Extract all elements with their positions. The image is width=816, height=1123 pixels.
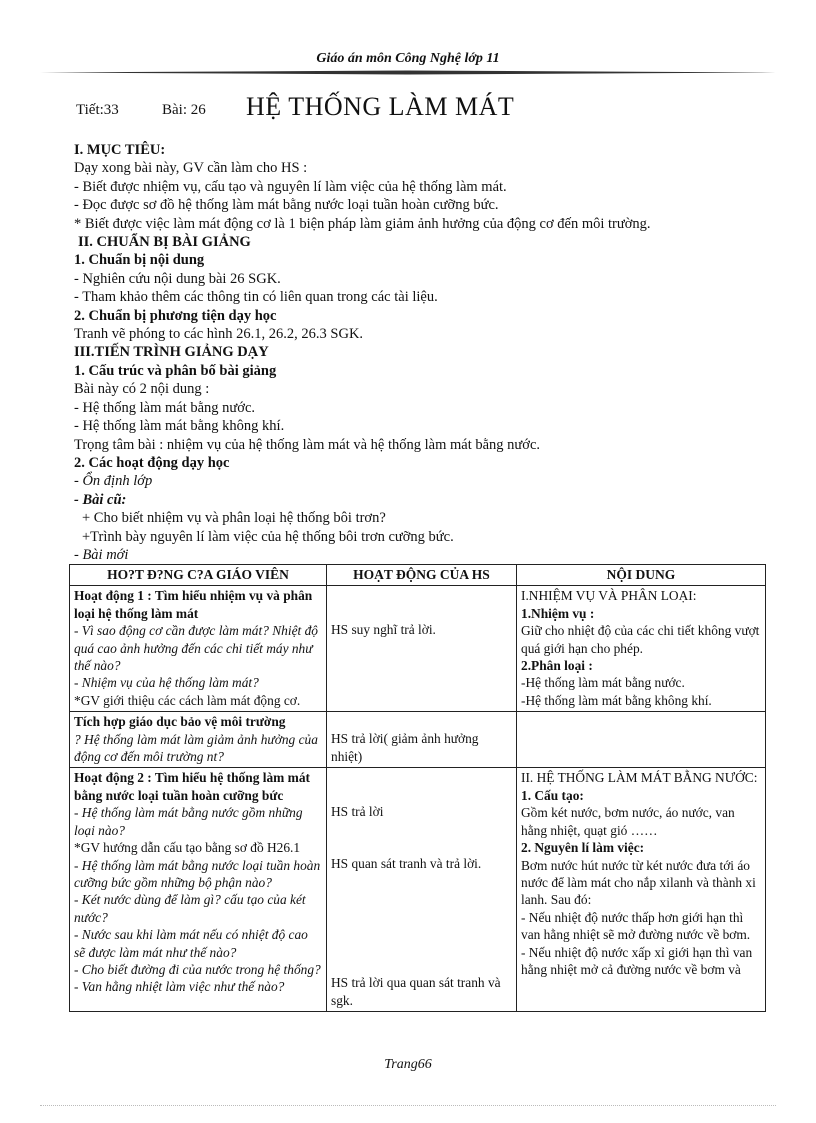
- activities-table: [69, 564, 766, 1012]
- means-prep-text: Tranh vẽ phóng to các hình 26.1, 26.2, 26.3 SGK.: [74, 326, 364, 343]
- activity-title: Tích hợp giáo dục bảo vệ môi trường: [74, 714, 286, 730]
- objectives-heading: I. MỤC TIÊU:: [74, 142, 166, 158]
- step-new-lesson: - Bài mới: [74, 546, 129, 563]
- content-prep-heading: 1. Chuẩn bị nội dung: [74, 252, 205, 269]
- document-header-title: Giáo án môn Công Nghệ lớp 11: [316, 51, 500, 66]
- student-answer: HS quan sát tranh và trả lời.: [331, 855, 482, 871]
- lesson-title-row: [76, 92, 776, 126]
- step-old-lesson: - Bài cũ:: [74, 491, 127, 508]
- student-cell: [327, 586, 517, 712]
- content-item: -Hệ thống làm mát bằng nước.: [521, 675, 685, 691]
- student-answer: HS trả lời qua quan sát tranh và sgk.: [331, 975, 501, 1008]
- means-prep-heading: 2. Chuẩn bị phương tiện dạy học: [74, 307, 277, 324]
- structure-item: - Hệ thống làm mát bằng không khí.: [74, 418, 285, 435]
- table-row: [70, 768, 766, 1012]
- col-header-content: NỘI DUNG: [517, 565, 766, 586]
- student-cell: [327, 712, 517, 768]
- teacher-note: *GV giới thiệu các cách làm mát động cơ.: [74, 692, 301, 708]
- teacher-note: *GV hướng dẫn cấu tạo bằng sơ đồ H26.1: [74, 840, 301, 856]
- content-text: Gồm két nước, bơm nước, áo nước, van hằng nhiệt, quạt gió ……: [521, 805, 735, 838]
- activity-title: Hoạt động 1 : Tìm hiểu nhiệm vụ và phân loại hệ thống làm mát: [74, 588, 313, 621]
- content-heading: II. HỆ THỐNG LÀM MÁT BẰNG NƯỚC:: [521, 770, 758, 786]
- content-cell: [517, 768, 766, 1012]
- content-prep-item: - Tham khảo thêm các thông tin có liên quan trong các tài liệu.: [74, 289, 438, 306]
- step-class-order: - Ổn định lớp: [74, 473, 153, 490]
- teacher-question: - Vì sao động cơ cần được làm mát? Nhiệt độ quá cao ảnh hưởng đến các chi tiết máy như thế nào?: [74, 623, 318, 674]
- objective-item: - Biết được nhiệm vụ, cấu tạo và nguyên lí làm việc của hệ thống làm mát.: [74, 178, 507, 195]
- structure-heading: 1. Cấu trúc và phân bố bài giảng: [74, 362, 277, 379]
- content-item: -Hệ thống làm mát bằng không khí.: [521, 692, 712, 708]
- objective-item: * Biết được việc làm mát động cơ là 1 biện pháp làm giảm ảnh hưởng của động cơ đến môi trường.: [74, 215, 651, 232]
- col-header-teacher: HO?T Đ?NG C?A GIÁO VIÊN: [70, 565, 327, 586]
- teacher-question: - Nhiệm vụ của hệ thống làm mát?: [74, 675, 259, 691]
- page-number: Trang66: [384, 1057, 432, 1072]
- preparation-heading: II. CHUẨN BỊ BÀI GIẢNG: [78, 234, 251, 251]
- content-subheading: 1.Nhiệm vụ :: [521, 605, 595, 621]
- student-cell: [327, 768, 517, 1012]
- teacher-question: - Hệ thống làm mát bằng nước loại tuần hoàn cưỡng bức gồm những bộ phận nào?: [74, 857, 321, 890]
- content-cell: [517, 586, 766, 712]
- student-answer: HS trả lời: [331, 804, 384, 820]
- table-header-row: [70, 565, 766, 586]
- teacher-question: ? Hệ thống làm mát làm giảm ảnh hưởng của động cơ đến môi trường nt?: [74, 731, 318, 765]
- student-answer: HS trả lời( giảm ảnh hưởng nhiệt): [331, 731, 479, 764]
- lesson-title: HỆ THỐNG LÀM MÁT: [246, 92, 515, 121]
- content-text: Giữ cho nhiệt độ của các chi tiết không vượt quá giới hạn cho phép.: [521, 623, 760, 656]
- structure-intro: Bài này có 2 nội dung :: [74, 381, 210, 398]
- table-row: [70, 586, 766, 712]
- content-item: - Nếu nhiệt độ nước xấp xỉ giới hạn thì van hằng nhiệt mở cả đường nước về bơm và: [521, 944, 753, 977]
- old-question: +Trình bày nguyên lí làm việc của hệ thống bôi trơn cưỡng bức.: [82, 528, 454, 545]
- content-heading: I.NHIỆM VỤ VÀ PHÂN LOẠI:: [521, 588, 697, 604]
- table-row: [70, 712, 766, 768]
- teacher-question: - Két nước dùng để làm gì? cấu tạo của két nước?: [74, 892, 306, 925]
- teacher-cell: [70, 586, 327, 712]
- content-subheading: 2. Nguyên lí làm việc:: [521, 840, 645, 856]
- content-subheading: 2.Phân loại :: [521, 658, 593, 674]
- structure-item: - Hệ thống làm mát bằng nước.: [74, 399, 256, 416]
- teacher-question: - Hệ thống làm mát bằng nước gồm những loại nào?: [74, 805, 303, 838]
- content-text: Bơm nước hút nước từ két nước đưa tới áo nước để làm mát cho nắp xilanh và thành xi lanh. Sau đó:: [521, 857, 756, 908]
- student-answer: HS suy nghĩ trả lời.: [331, 622, 436, 638]
- teacher-question: - Cho biết đường đi của nước trong hệ thống?: [74, 961, 321, 977]
- col-header-student: HOẠT ĐỘNG CỦA HS: [327, 565, 517, 586]
- teacher-question: - Nước sau khi làm mát nếu có nhiệt độ cao sẽ được làm mát như thế nào?: [74, 927, 308, 960]
- process-heading: III.TIẾN TRÌNH GIẢNG DẠY: [74, 344, 269, 361]
- lesson-body: [74, 141, 774, 564]
- teacher-cell: [70, 768, 327, 1012]
- content-prep-item: - Nghiên cứu nội dung bài 26 SGK.: [74, 270, 281, 287]
- old-question: + Cho biết nhiệm vụ và phân loại hệ thống bôi trơn?: [82, 510, 386, 527]
- activities-heading: 2. Các hoạt động dạy học: [74, 454, 230, 471]
- header-divider: [40, 70, 776, 75]
- content-cell: [517, 712, 766, 768]
- content-subheading: 1. Cấu tạo:: [521, 787, 584, 803]
- activity-title: Hoạt động 2 : Tìm hiểu hệ thống làm mát bằng nước loại tuần hoàn cưỡng bức: [74, 770, 310, 803]
- teacher-question: - Van hằng nhiệt làm việc như thế nào?: [74, 979, 285, 995]
- objective-item: - Đọc được sơ đồ hệ thống làm mát bằng nước loại tuần hoàn cưỡng bức.: [74, 197, 499, 214]
- teacher-cell: [70, 712, 327, 768]
- lesson-period: Tiết:33: [76, 102, 119, 118]
- content-item: - Nếu nhiệt độ nước thấp hơn giới hạn thì van hằng nhiệt sẽ mở đường nước về bơm.: [521, 909, 751, 943]
- footer-divider: [40, 1105, 776, 1106]
- objectives-intro: Dạy xong bài này, GV cần làm cho HS :: [74, 160, 308, 177]
- lesson-number: Bài: 26: [162, 102, 206, 118]
- focus-text: Trọng tâm bài : nhiệm vụ của hệ thống làm mát và hệ thống làm mát bằng nước.: [74, 436, 541, 453]
